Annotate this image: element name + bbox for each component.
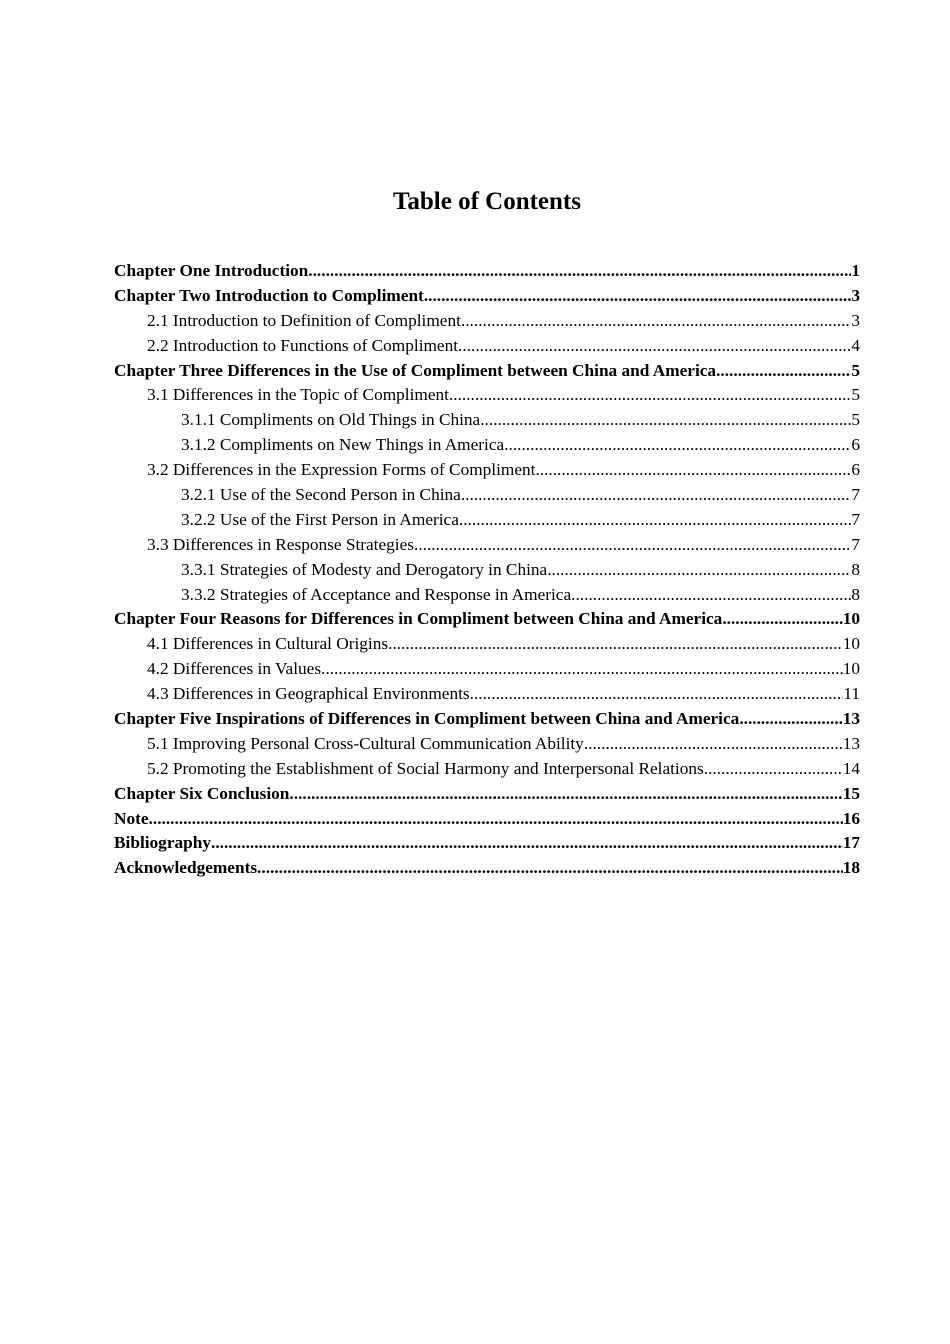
- toc-entry[interactable]: [114, 334, 860, 359]
- dot-leader: [547, 558, 851, 583]
- dot-leader: [424, 284, 852, 309]
- toc-page-number: 13: [842, 709, 860, 729]
- toc-entry-title: 2.1 Introduction to Definition of Compliment: [147, 310, 461, 330]
- toc-entry[interactable]: [114, 483, 860, 508]
- dot-leader: [321, 657, 843, 682]
- toc-entry[interactable]: [114, 632, 860, 657]
- page-title: Table of Contents: [393, 188, 581, 215]
- toc-page-number: 5: [851, 385, 860, 405]
- dot-leader: [211, 831, 843, 856]
- toc-entry-title: 3.1.1 Compliments on Old Things in China: [181, 410, 481, 430]
- dot-leader: [461, 483, 852, 508]
- toc-page-number: 7: [851, 534, 860, 554]
- toc-entry[interactable]: [114, 359, 860, 384]
- toc-entry-title: Chapter Two Introduction to Compliment: [114, 285, 424, 305]
- dot-leader: [257, 856, 843, 881]
- toc-entry[interactable]: [114, 533, 860, 558]
- toc-entry[interactable]: [114, 607, 860, 632]
- toc-entry-title: 4.1 Differences in Cultural Origins: [147, 634, 389, 654]
- toc-entry-title: Chapter One Introduction: [114, 261, 309, 280]
- dot-leader: [388, 632, 843, 657]
- toc-page-number: 7: [851, 509, 860, 529]
- toc-entry-title: 4.3 Differences in Geographical Environments: [147, 684, 470, 704]
- dot-leader: [535, 458, 851, 483]
- toc-entry[interactable]: [114, 508, 860, 533]
- toc-entry-title: 5.1 Improving Personal Cross-Cultural Communication Ability: [147, 733, 584, 753]
- toc-entry-title: 5.2 Promoting the Establishment of Social Harmony and Interpersonal Relations: [147, 758, 704, 778]
- toc-entry-title: 3.3.2 Strategies of Acceptance and Response in America: [181, 584, 572, 604]
- toc-entry[interactable]: [114, 433, 860, 458]
- toc-entry[interactable]: [114, 682, 860, 707]
- toc-entry-title: Chapter Five Inspirations of Differences in Compliment between China and America: [114, 709, 740, 729]
- toc-entry-title: 3.2 Differences in the Expression Forms of Compliment: [147, 460, 536, 480]
- dot-leader: [480, 408, 851, 433]
- toc-page-number: 6: [851, 460, 860, 480]
- toc-page-number: 14: [842, 758, 860, 778]
- toc-page-number: 6: [851, 435, 860, 455]
- dot-leader: [149, 807, 843, 832]
- dot-leader: [308, 259, 851, 284]
- toc-entry[interactable]: [114, 558, 860, 583]
- toc-page-number: 18: [842, 858, 860, 878]
- toc-page-number: 1: [851, 261, 860, 280]
- toc-page-number: 8: [851, 584, 860, 604]
- toc-entry-title: Chapter Three Differences in the Use of Compliment between China and America: [114, 360, 717, 380]
- toc-page-number: 15: [842, 783, 860, 803]
- toc-entry[interactable]: [114, 583, 860, 608]
- dot-leader: [461, 309, 851, 334]
- dot-leader: [470, 682, 844, 707]
- toc-entry-title: Chapter Four Reasons for Differences in Compliment between China and America: [114, 609, 723, 629]
- toc-entry[interactable]: [114, 383, 860, 408]
- toc-entry-title: Bibliography: [114, 833, 211, 853]
- toc-entry-title: 3.2.2 Use of the First Person in America: [181, 509, 459, 529]
- toc-entry-title: 3.3 Differences in Response Strategies: [147, 534, 414, 554]
- toc-page-number: 3: [851, 310, 860, 330]
- toc-page-number: 5: [851, 360, 860, 380]
- toc-entry[interactable]: [114, 782, 860, 807]
- toc-entry-title: 3.3.1 Strategies of Modesty and Derogatory in China: [181, 559, 548, 579]
- dot-leader: [459, 508, 851, 533]
- toc-entry[interactable]: [114, 757, 860, 782]
- toc-entry-title: Note: [114, 808, 149, 828]
- toc-entry[interactable]: [114, 807, 860, 832]
- toc-entry[interactable]: [114, 284, 860, 309]
- toc-page-number: 5: [851, 410, 860, 430]
- toc-entry[interactable]: [114, 408, 860, 433]
- toc-entry[interactable]: [114, 458, 860, 483]
- toc-page-number: 4: [851, 335, 860, 355]
- toc-entry[interactable]: [114, 831, 860, 856]
- dot-leader: [739, 707, 842, 732]
- toc-entry-title: 2.2 Introduction to Functions of Compliment: [147, 335, 459, 355]
- toc-page-number: 10: [842, 609, 860, 629]
- table-of-contents: [114, 259, 860, 881]
- dot-leader: [414, 533, 851, 558]
- toc-entry[interactable]: [114, 309, 860, 334]
- toc-page-number: 17: [842, 833, 860, 853]
- toc-entry[interactable]: [114, 657, 860, 682]
- toc-entry[interactable]: [114, 259, 860, 284]
- toc-entry-title: 3.1.2 Compliments on New Things in America: [181, 435, 505, 455]
- toc-page-number: 7: [851, 485, 860, 505]
- dot-leader: [504, 433, 851, 458]
- dot-leader: [458, 334, 851, 359]
- dot-leader: [722, 607, 842, 632]
- toc-page-number: 13: [842, 733, 860, 753]
- toc-page-number: 10: [842, 659, 860, 679]
- toc-entry-title: 3.2.1 Use of the Second Person in China: [181, 485, 461, 505]
- toc-page-number: 10: [842, 634, 860, 654]
- dot-leader: [289, 782, 842, 807]
- toc-entry-title: 3.1 Differences in the Topic of Compliment: [147, 385, 449, 405]
- toc-page-number: 3: [851, 285, 860, 305]
- dot-leader: [704, 757, 843, 782]
- toc-entry[interactable]: [114, 856, 860, 881]
- toc-page-number: 16: [842, 808, 860, 828]
- toc-entry[interactable]: [114, 732, 860, 757]
- toc-entry-title: Acknowledgements: [114, 858, 258, 878]
- toc-entry-title: 4.2 Differences in Values: [147, 659, 322, 679]
- toc-page-number: 8: [851, 559, 860, 579]
- toc-entry-title: Chapter Six Conclusion: [114, 783, 290, 803]
- dot-leader: [584, 732, 843, 757]
- toc-entry[interactable]: [114, 707, 860, 732]
- dot-leader: [716, 359, 851, 384]
- dot-leader: [571, 583, 851, 608]
- dot-leader: [449, 383, 851, 408]
- toc-page-number: 11: [843, 684, 860, 704]
